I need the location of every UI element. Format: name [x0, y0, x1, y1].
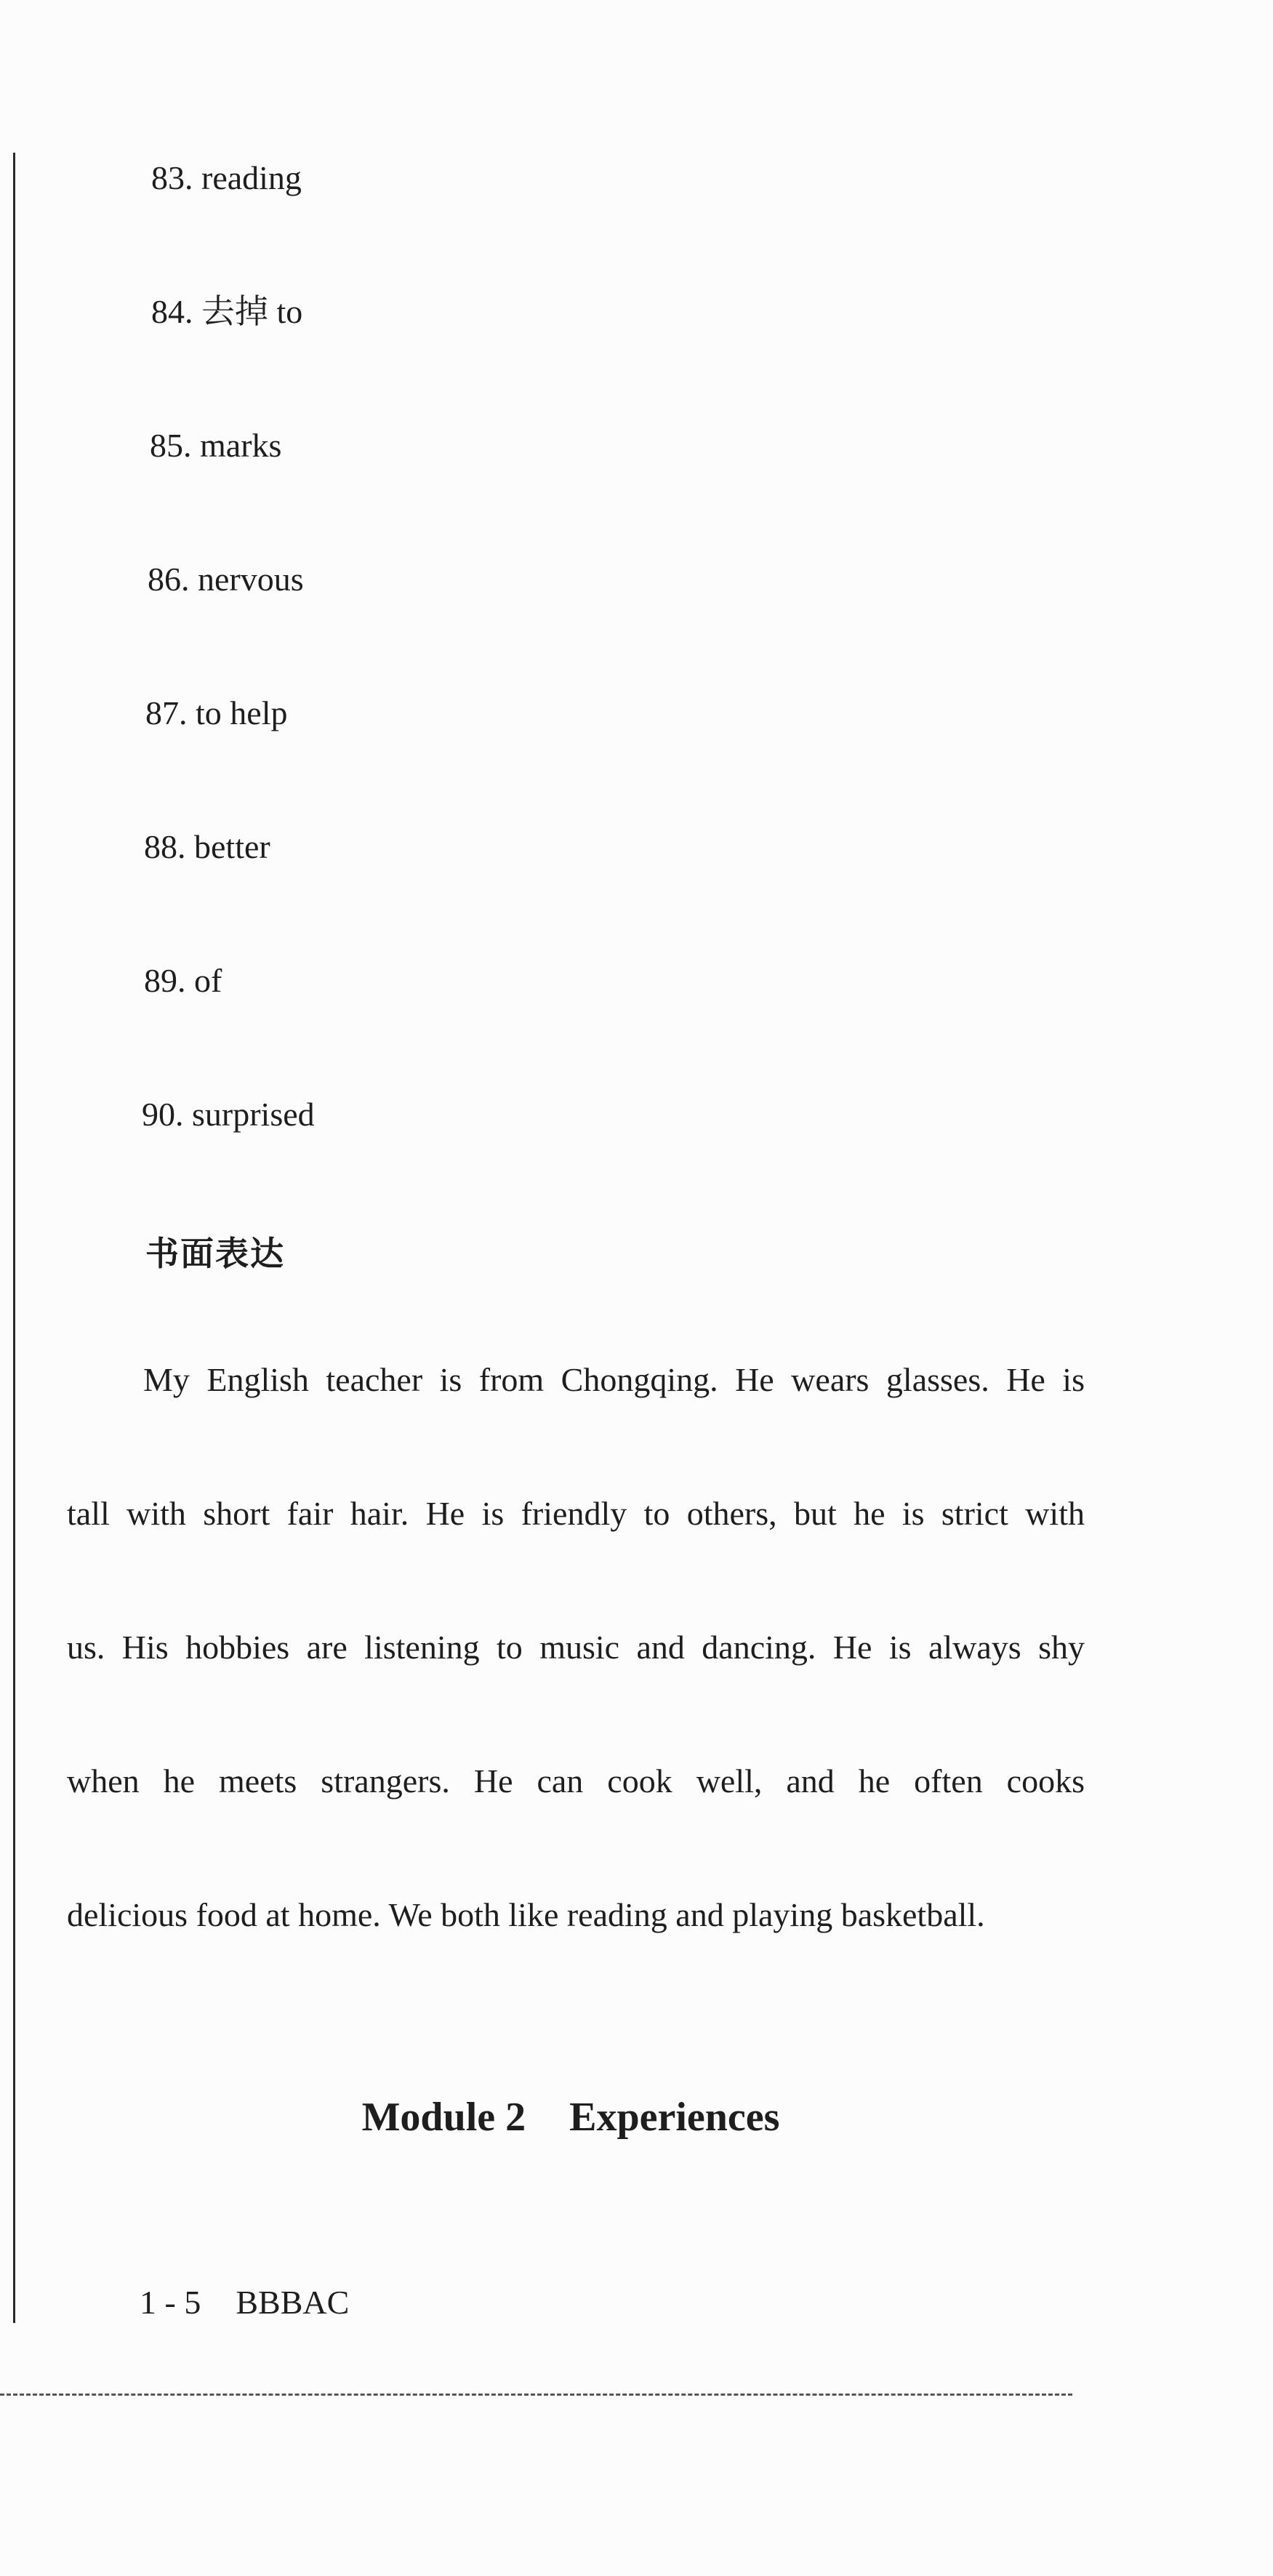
essay-line: when he meets strangers. He can cook well, and he often cooks: [67, 1762, 1085, 1799]
range-label: 1 - 5: [140, 2284, 201, 2321]
answer-item: [150, 429, 281, 462]
answer-text: to help: [196, 694, 288, 731]
answer-number: 85.: [150, 427, 192, 464]
dashed-cut-line: [0, 2394, 1072, 2396]
answer-item: [151, 295, 302, 329]
answer-number: 88.: [144, 828, 186, 865]
answer-item: [151, 161, 302, 195]
answer-text: marks: [200, 427, 282, 464]
answer-item: [144, 964, 222, 998]
module-name: Experiences: [569, 2095, 780, 2140]
range-answers: BBBAC: [236, 2284, 350, 2321]
section-heading: 书面表达: [145, 1234, 285, 1273]
answer-item: [145, 694, 288, 731]
answer-text: of: [194, 962, 222, 999]
answer-number: 86.: [148, 561, 190, 598]
module-title: [0, 2094, 1141, 2140]
essay-line: delicious food at home. We both like reading and playing basketball.: [67, 1896, 985, 1933]
margin-rule: [13, 153, 15, 2323]
answer-item: [148, 563, 304, 596]
answer-number: 90.: [142, 1096, 184, 1133]
answer-text: nervous: [198, 561, 304, 598]
answer-text: reading: [201, 159, 302, 196]
answer-number: 83.: [151, 159, 193, 196]
essay-line: My English teacher is from Chongqing. He wears glasses. He is: [143, 1361, 1085, 1398]
answer-item: [144, 830, 270, 864]
essay-line: us. His hobbies are listening to music and dancing. He is always shy: [67, 1629, 1085, 1666]
module-label: Module 2: [361, 2095, 526, 2140]
answer-number: 84.: [151, 293, 193, 330]
answer-item: [142, 1098, 315, 1131]
answer-number: 87.: [145, 694, 188, 731]
answer-text: surprised: [192, 1096, 315, 1133]
range-answer: [140, 2283, 349, 2322]
answer-text: 去掉 to: [201, 293, 303, 330]
answer-number: 89.: [144, 962, 186, 999]
essay-line: tall with short fair hair. He is friendly to others, but he is strict with: [67, 1495, 1085, 1532]
answer-text: better: [194, 828, 270, 865]
